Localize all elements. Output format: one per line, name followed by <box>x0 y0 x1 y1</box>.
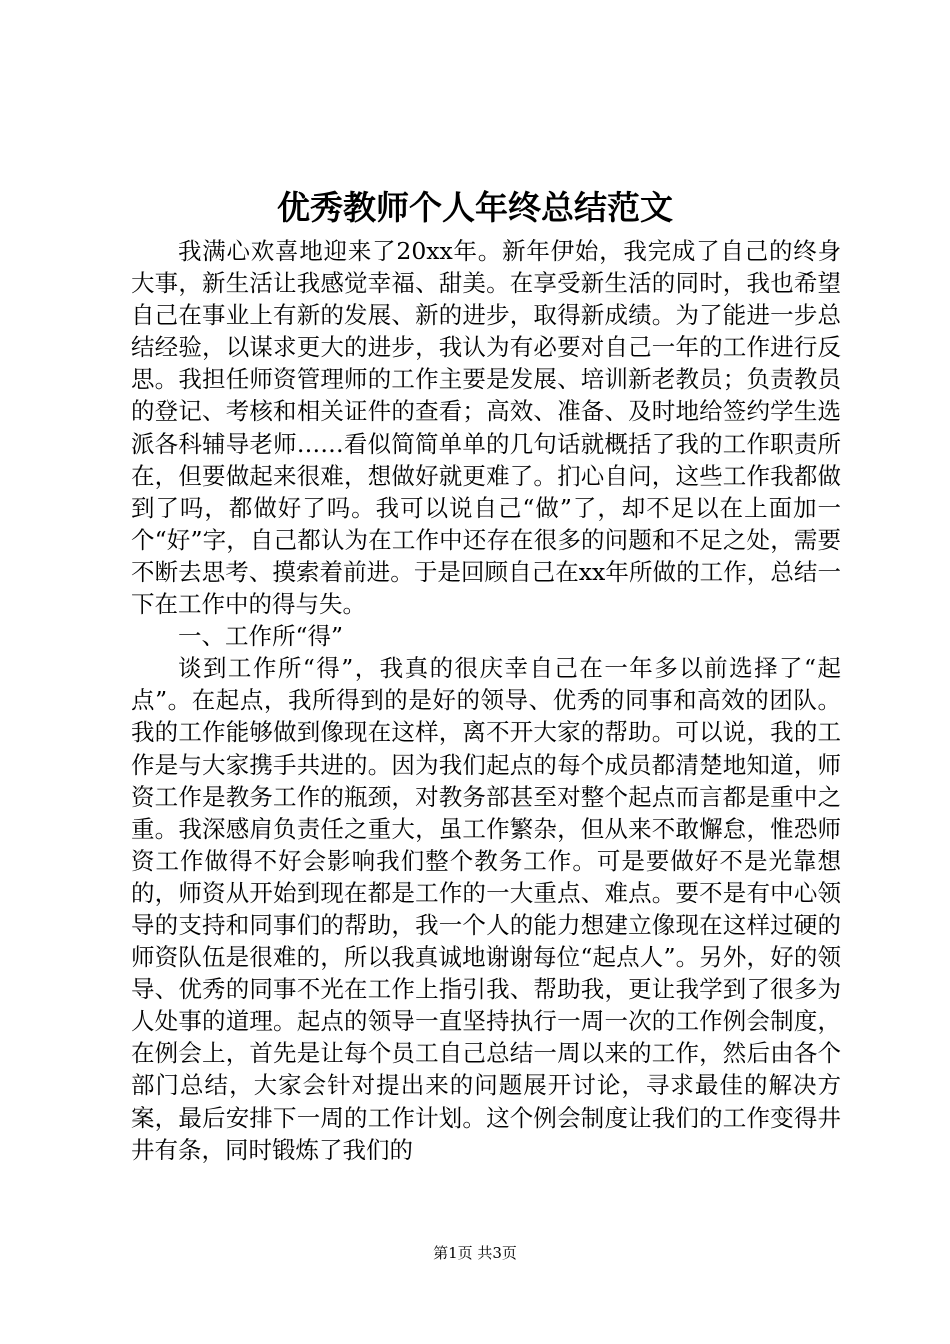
section-heading: 一、工作所“得” <box>178 622 344 651</box>
paragraph-intro: 我满心欢喜地迎来了20xx年。新年伊始，我完成了自己的终身大事，新生活让我感觉幸福、甜美。在享受新生活的同时，我也希望自己在事业上有新的发展、新的进步，取得新成绩。为了能进一步总结经验，以谋求更大的进步，我认为有必要对自己一年的工作进行反思。我担任师资管理师的工作主要是发展、培训新老教员；负责教员的登记、考核和相关证件的查看；高效、准备、及时地给签约学生选派各科辅导老师……看似简简单单的几句话就概括了我的工作职责所在，但要做起来很难，想做好就更难了。扪心自问，这些工作我都做到了吗，都做好了吗。我可以说自己“做”了，却不足以在上面加一个“好”字，自己都认为在工作中还存在很多的问题和不足之处，需要不断去思考、摸索着前进。于是回顾自己在xx年所做的工作，总结一下在工作中的得与失。 <box>131 237 841 619</box>
document-body <box>131 235 841 1166</box>
document-title: 优秀教师个人年终总结范文 <box>277 188 673 227</box>
paragraph-gains: 谈到工作所“得”，我真的很庆幸自己在一年多以前选择了“起点”。在起点，我所得到的是好的领导、优秀的同事和高效的团队。我的工作能够做到像现在这样，离不开大家的帮助。可以说，我的工作是与大家携手共进的。因为我们起点的每个成员都清楚地知道，师资工作是教务工作的瓶颈，对教务部甚至对整个起点而言都是重中之重。我深感肩负责任之重大，虽工作繁杂，但从来不敢懈怠，惟恐师资工作做得不好会影响我们整个教务工作。可是要做好不是光靠想的，师资从开始到现在都是工作的一大重点、难点。要不是有中心领导的支持和同事们的帮助，我一个人的能力想建立像现在这样过硬的师资队伍是很难的，所以我真诚地谢谢每位“起点人”。另外，好的领导、优秀的同事不光在工作上指引我、帮助我，更让我学到了很多为人处事的道理。起点的领导一直坚持执行一周一次的工作例会制度，在例会上，首先是让每个员工自己总结一周以来的工作，然后由各个部门总结，大家会针对提出来的问题展开讨论，寻求最佳的解决方案，最后安排下一周的工作计划。这个例会制度让我们的工作变得井井有条，同时锻炼了我们的 <box>131 654 841 1164</box>
page-footer: 第1页 共3页 <box>433 1244 517 1262</box>
